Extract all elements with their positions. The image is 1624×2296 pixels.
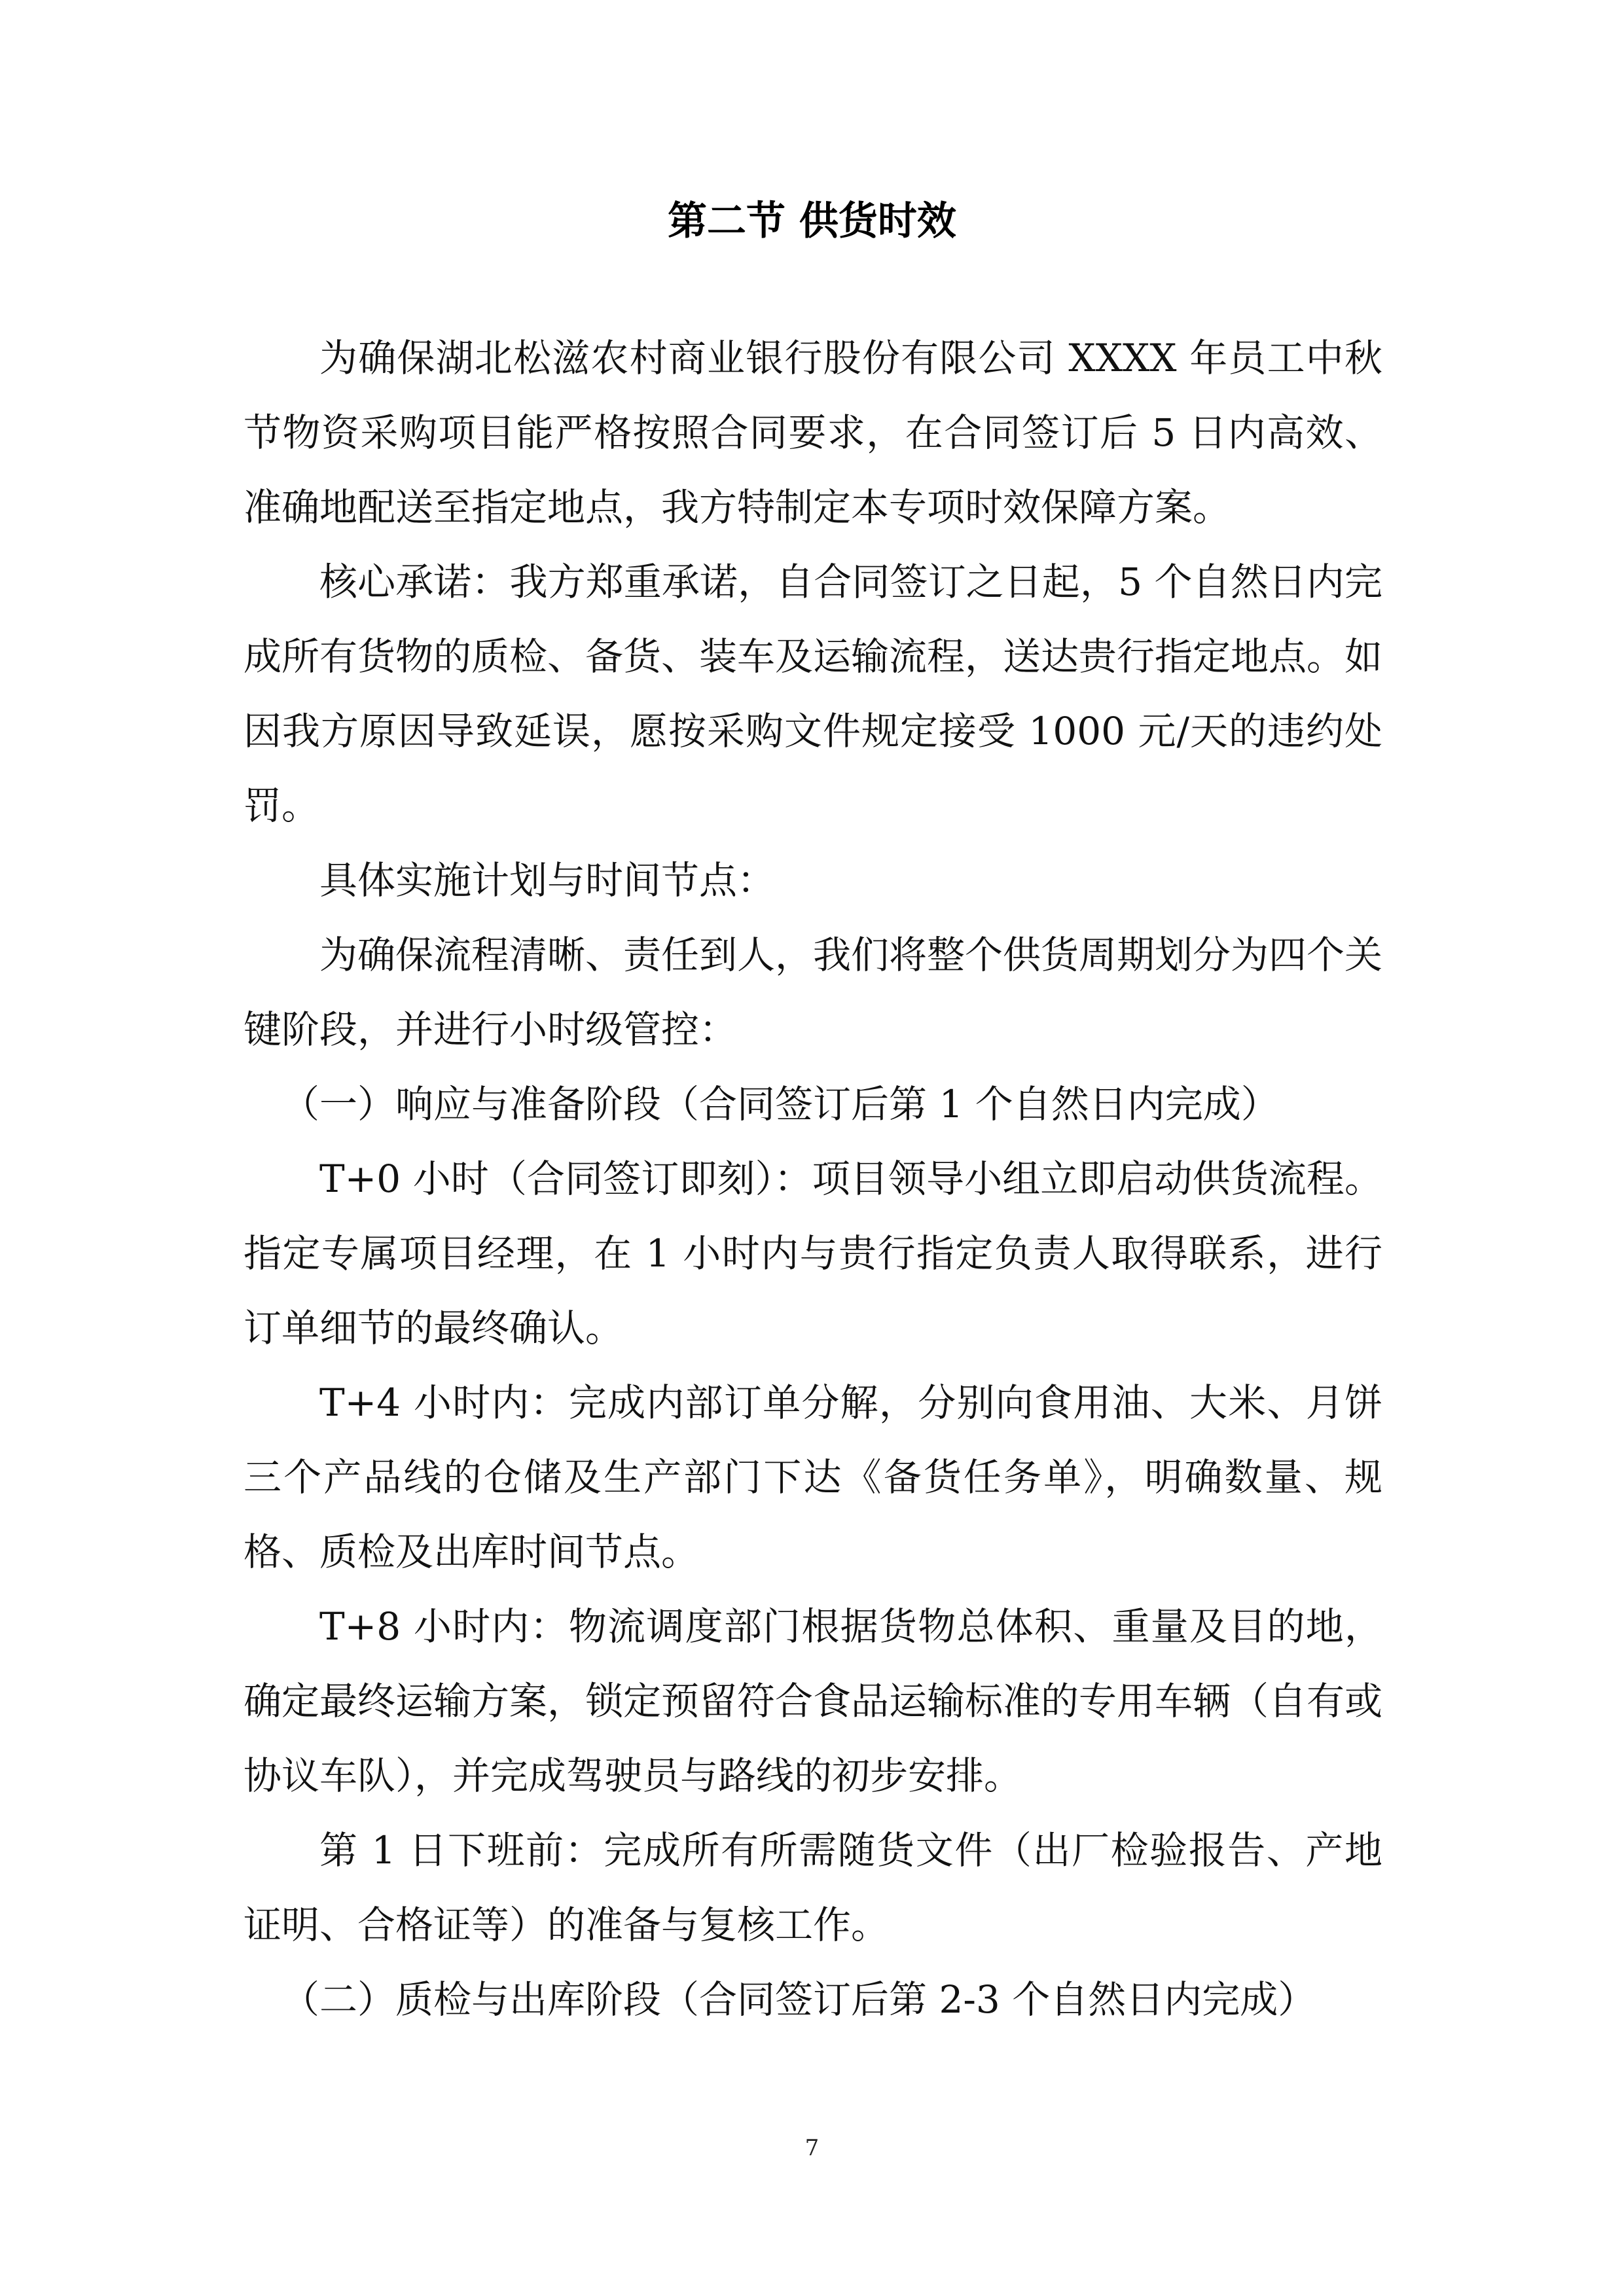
t8-paragraph: T+8 小时内：物流调度部门根据货物总体积、重量及目的地，确定最终运输方案，锁定预留符合食品运输标准的专用车辆（自有或协议车队），并完成驾驶员与路线的初步安排。 — [244, 1604, 1383, 1798]
day-one-paragraph: 第 1 日下班前：完成所有所需随货文件（出厂检验报告、产地证明、合格证等）的准备与复核工作。 — [244, 1828, 1382, 1947]
core-commitment-paragraph: 核心承诺：我方郑重承诺，自合同签订之日起，5 个自然日内完成所有货物的质检、备货、装车及运输流程，送达贵行指定地点。如因我方原因导致延误，愿按采购文件规定接受 1000 元/天的违约处罚。 — [244, 560, 1383, 828]
stage-two-heading: （二）质检与出库阶段（合同签订后第 2-3 个自然日内完成） — [281, 1977, 1316, 2022]
t4-paragraph: T+4 小时内：完成内部订单分解，分别向食用油、大米、月饼三个产品线的仓储及生产部门下达《备货任务单》，明确数量、规格、质检及出库时间节点。 — [244, 1380, 1382, 1574]
document-body — [244, 321, 1382, 2037]
implementation-plan-heading: 具体实施计划与时间节点： — [319, 858, 776, 903]
stage-one-heading: （一）响应与准备阶段（合同签订后第 1 个自然日内完成） — [281, 1082, 1279, 1126]
intro-paragraph: 为确保湖北松滋农村商业银行股份有限公司 XXXX 年员工中秋节物资采购项目能严格按照合同要求，在合同签订后 5 日内高效、准确地配送至指定地点，我方特制定本专项时效保障方案。 — [244, 336, 1382, 529]
section-title: 第二节 供货时效 — [668, 198, 956, 244]
page-number: 7 — [804, 2135, 820, 2161]
t0-paragraph: T+0 小时（合同签订即刻）：项目领导小组立即启动供货流程。指定专属项目经理，在 1 小时内与贵行指定负责人取得联系，进行订单细节的最终确认。 — [244, 1157, 1382, 1350]
phases-overview-paragraph: 为确保流程清晰、责任到人，我们将整个供货周期划分为四个关键阶段，并进行小时级管控： — [244, 933, 1383, 1052]
